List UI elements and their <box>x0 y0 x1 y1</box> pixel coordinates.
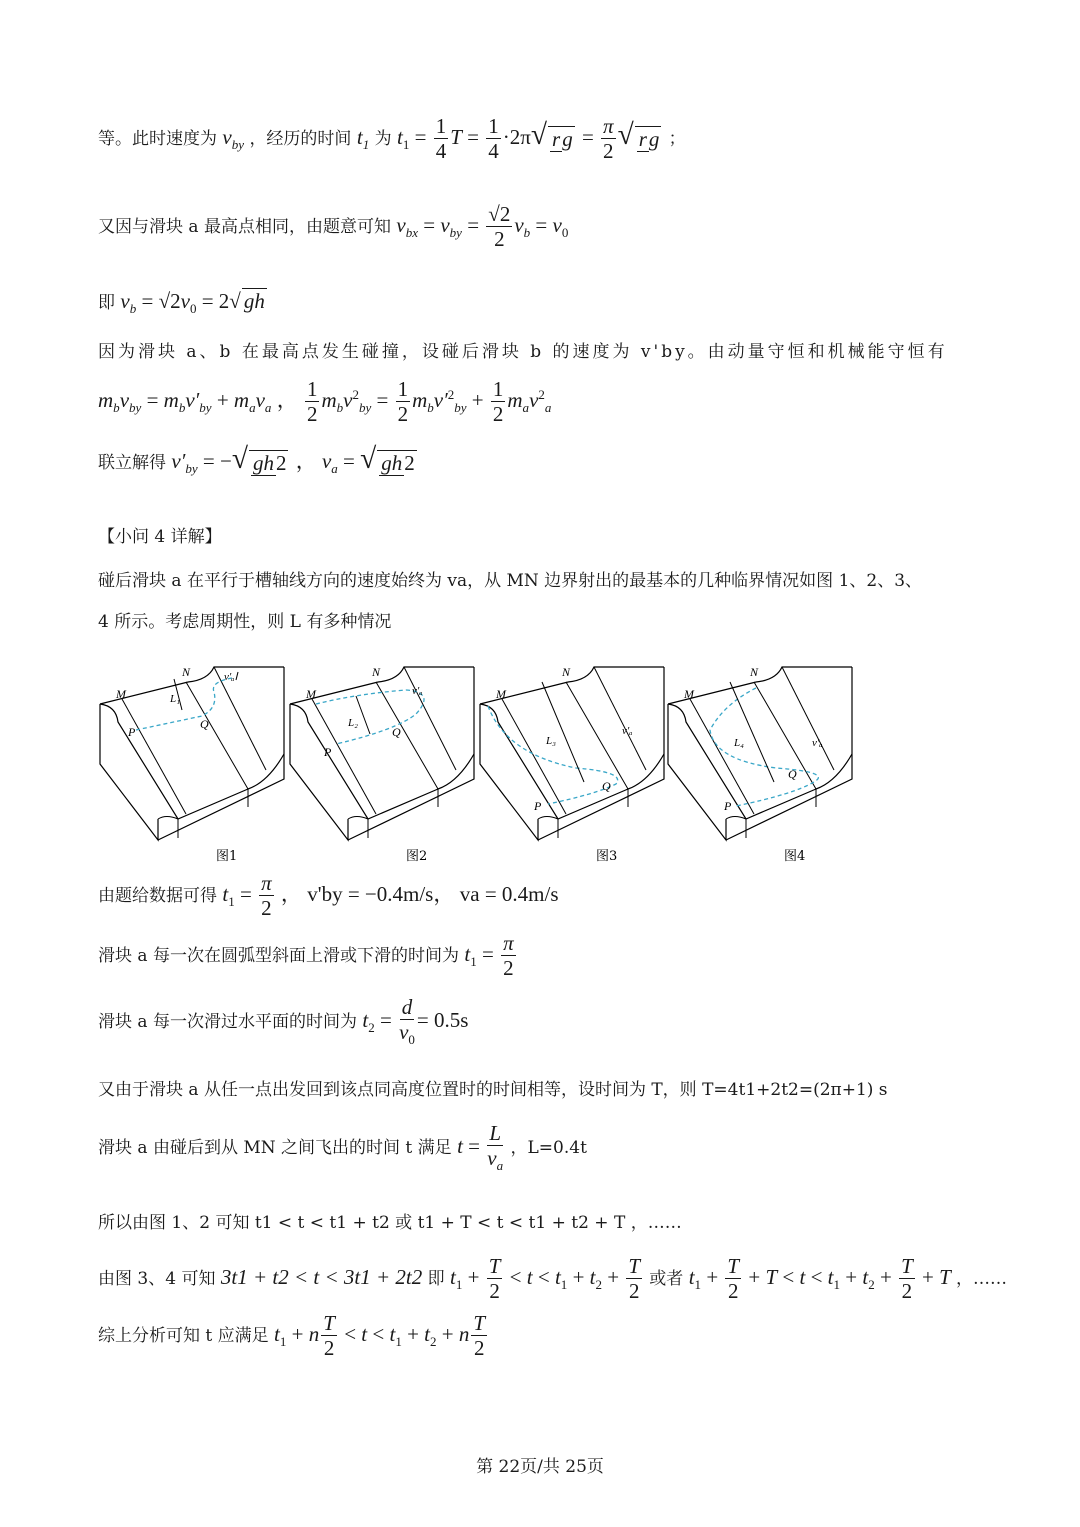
derive-7-ineq: 3t1 + t2 < t < 3t1 + 2t2 <box>220 1264 423 1289</box>
line-5 <box>98 378 551 426</box>
v-by-symbol: $v_{by}$ <box>222 124 245 153</box>
figure-3 <box>480 665 664 864</box>
line-4-text: 因为滑块 a、b 在最高点发生碰撞，设碰后滑块 b 的速度为 v'by。由动量守恒和机械能守恒有 <box>98 342 948 362</box>
eq-t1-slide: $t_1$ = $\frac{\pi}{2}$ <box>464 931 514 981</box>
fig3-label-va: v′ₐ <box>622 725 633 737</box>
derive-8-text: 综上分析可知 t 应满足 <box>98 1325 269 1346</box>
fig2-label-n: N <box>372 665 381 679</box>
line-2 <box>98 203 568 251</box>
line-1 <box>98 115 686 163</box>
fig4-label-q: Q <box>788 767 797 781</box>
derive-4: 又由于滑块 a 从任一点出发回到该点同高度位置时的时间相等，设时间为 T，则 T=4t1+2t2=(2π+1) s <box>98 1080 888 1100</box>
fig3-caption: 图3 <box>596 849 618 864</box>
fig4-label-p: P <box>724 799 732 813</box>
fig4-label-l: L₄ <box>734 737 744 749</box>
eq-final: $t_1 + n$ $\frac{T}{2}$ < $t < t_1 + t_2 + n$ $\frac{T}{2}$ <box>274 1311 486 1361</box>
derive-7-ellipsis: ，…… <box>956 1268 1008 1289</box>
eq-t2: $t_2$ = $\frac{d}{v_0}$ = 0.5s <box>362 995 469 1048</box>
fig1-label-l: L₁ <box>170 693 180 705</box>
fig1-label-n: N <box>182 665 191 679</box>
derive-2 <box>98 932 518 980</box>
eq-range-a: $t_1$ + $\frac{T}{2}$ < $t < t_1 + t_2$ + $\frac{T}{2}$ <box>450 1254 641 1304</box>
eq-t-l-va: t = $\frac{L}{v_a}$ <box>457 1121 504 1174</box>
figures-svg <box>96 656 856 866</box>
derive-3-value: = 0.5s <box>416 1007 469 1032</box>
fig4-label-va: v′ₐ <box>812 737 823 749</box>
derive-5-text: 滑块 a 由碰后到从 MN 之间飞出的时间 t 满足 <box>98 1137 452 1158</box>
derive-7 <box>98 1255 1007 1303</box>
derive-8 <box>98 1312 489 1360</box>
derive-7-ji: 即 <box>427 1268 445 1289</box>
page-footer: 第 22页/共 25页 <box>476 1457 604 1477</box>
eq-vbx: $v_{bx} = v_{by}$ = $\frac{√2}{2}$ $v_b = v_0$ <box>396 202 569 252</box>
fig2-label-q: Q <box>392 725 401 739</box>
derive-1-vby: v'by = −0.4m/s， <box>307 881 455 906</box>
eq-t1-period: $t_1$ = $\frac{1}{4}$ T = $\frac{1}{4}$ ·2π√ rg = $\frac{\pi}{2}$ √ rg <box>397 114 660 164</box>
paragraph-line-1: 碰后滑块 a 在平行于槽轴线方向的速度始终为 va，从 MN 边界射出的最基本的几种临界情况如图 1、2、3、 <box>98 571 923 591</box>
fig2-label-va: v′ₐ <box>412 685 423 697</box>
line-1-prefix: 等。此时速度为 <box>98 128 217 149</box>
fig3-label-p: P <box>534 799 542 813</box>
fig1-label-p: P <box>128 725 136 739</box>
derive-3 <box>98 996 468 1048</box>
fig4-label-n: N <box>750 665 759 679</box>
paragraph-line-2: 4 所示。考虑周期性，则 L 有多种情况 <box>98 612 392 632</box>
derive-6: 所以由图 1、2 可知 t1 < t < t1 + t2 或 t1 + T < t < t1 + t2 + T ，…… <box>98 1213 682 1233</box>
fig1-label-va: v′ₐ <box>224 671 235 683</box>
figure-1 <box>100 665 284 864</box>
line-1-mid: ，经历的时间 <box>249 128 352 149</box>
fig2-label-p: P <box>324 745 332 759</box>
figure-2 <box>290 665 474 864</box>
fig3-label-n: N <box>562 665 571 679</box>
fig2-label-l: L₂ <box>348 717 358 729</box>
derive-3-text: 滑块 a 每一次滑过水平面的时间为 <box>98 1011 357 1032</box>
line-6-text: 联立解得 <box>98 453 166 473</box>
fig1-label-m: M <box>116 687 126 701</box>
derive-7-huozhe: 或者 <box>649 1268 684 1289</box>
line-6 <box>98 443 419 477</box>
line-1-mid2: 为 <box>374 128 392 149</box>
eq-range-b: $t_1$ + $\frac{T}{2}$ + $T < t < t_1 + t_2$ + $\frac{T}{2}$ + T <box>688 1254 951 1304</box>
fig2-label-m: M <box>306 687 316 701</box>
fig1-caption: 图1 <box>216 849 238 864</box>
line-4 <box>98 337 948 362</box>
section-heading: 【小问 4 详解】 <box>98 527 222 547</box>
fig4-label-m: M <box>684 687 694 701</box>
derive-7-text: 由图 3、4 可知 <box>98 1268 216 1289</box>
fig3-label-q: Q <box>602 779 611 793</box>
fig3-label-l: L₃ <box>546 735 556 747</box>
fig1-label-q: Q <box>200 717 209 731</box>
figure-4 <box>668 665 852 864</box>
line-3 <box>98 288 267 317</box>
figure-strip <box>96 656 856 866</box>
eq-momentum: $m_bv_{by} = m_bv'_{by} + m_av_a$ ， $\frac{1}{2}$ $m_bv^2_{by}$ = $\frac{1}{2}$ $m_bv'^2_{by}$ + $\frac{1}{2}$ $m_av^2_a$ <box>98 377 552 427</box>
derive-2-text: 滑块 a 每一次在圆弧型斜面上滑或下滑的时间为 <box>98 945 459 966</box>
fig2-caption: 图2 <box>406 849 428 864</box>
derive-1 <box>98 872 559 920</box>
derive-5 <box>98 1122 587 1174</box>
t1-symbol: $t_1$ <box>356 124 370 153</box>
line-2-text: 又因与滑块 a 最高点相同，由题意可知 <box>98 216 391 237</box>
fig3-label-m: M <box>496 687 506 701</box>
line-1-end: ； <box>668 128 686 149</box>
eq-solution: $v'_{by}$ = −√ gh2 ， $v_a$ = √ gh2 <box>171 443 415 477</box>
derive-1-text: 由题给数据可得 <box>98 885 217 906</box>
eq-t1-pi: $t_1$ = $\frac{\pi}{2}$ ， <box>222 871 302 921</box>
line-3-text: 即 <box>98 293 115 313</box>
derive-5-end: ，L=0.4t <box>510 1137 587 1158</box>
derive-1-va: va = 0.4m/s <box>459 881 559 906</box>
fig4-caption: 图4 <box>784 849 806 864</box>
eq-vb: $v_b = √2v_0 = 2√$ gh <box>120 289 265 317</box>
